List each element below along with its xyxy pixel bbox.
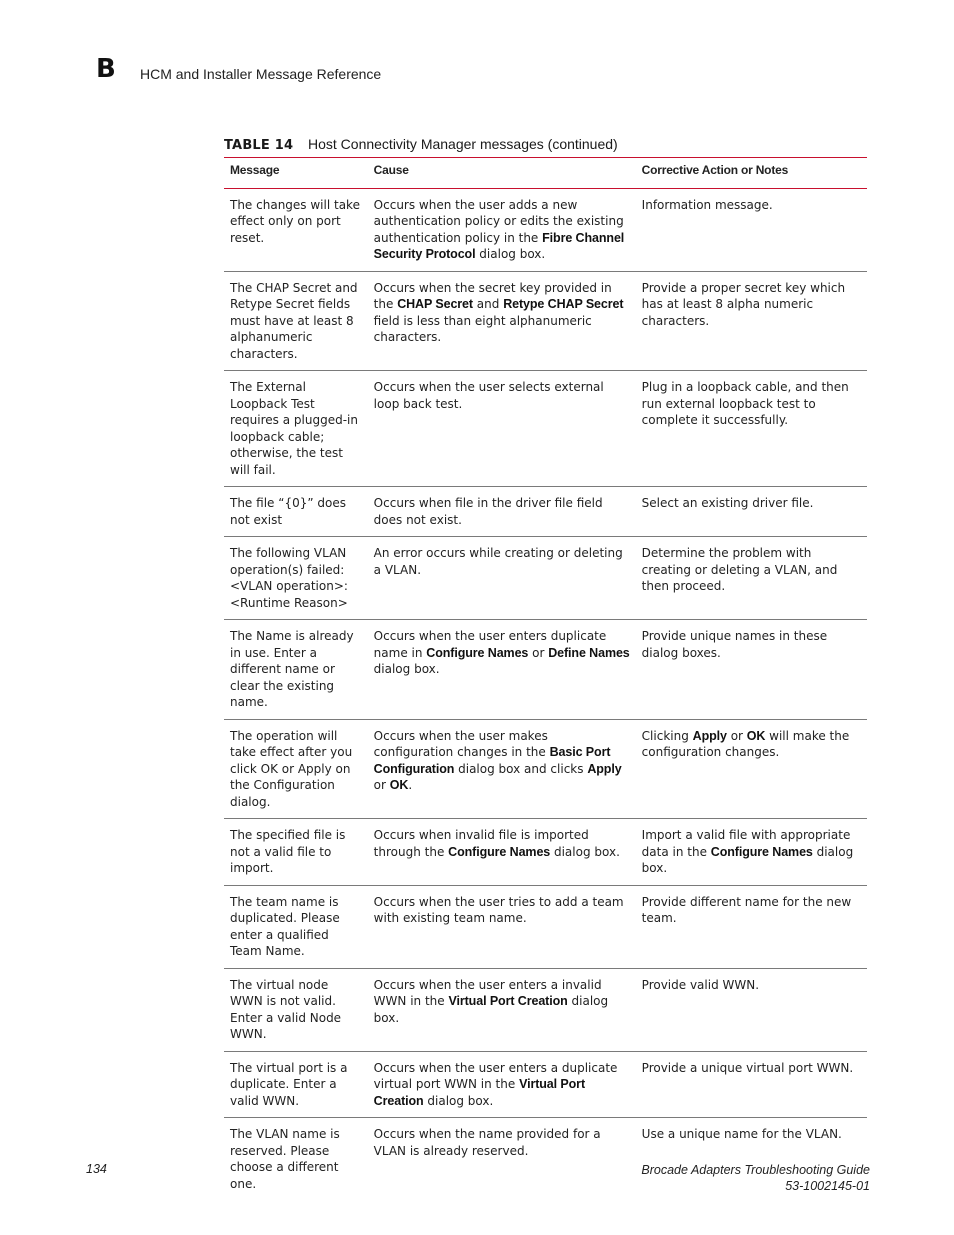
ui-term: Virtual Port Creation	[373, 1077, 586, 1108]
cell-text: Occurs when the user enters duplicate name in	[373, 629, 607, 660]
ui-term: Define Names	[548, 645, 630, 660]
table-row	[224, 271, 867, 371]
cell-text: Occurs when the secret key provided in the	[373, 280, 612, 311]
table-row	[224, 1051, 867, 1118]
cause-cell	[368, 487, 636, 537]
cell-text: Information message.	[641, 197, 773, 212]
message-cell	[224, 487, 368, 537]
column-header-action: Corrective Action or Notes	[636, 158, 867, 189]
cell-text: Import a valid file with appropriate data in the	[641, 828, 851, 859]
message-cell	[224, 1118, 368, 1201]
cell-text: The team name is duplicated. Please enter a qualified Team Name.	[230, 894, 340, 958]
cell-text: Determine the problem with creating or deleting a VLAN, and then proceed.	[641, 546, 838, 593]
cell-text: The VLAN name is reserved. Please choose a different one.	[230, 1127, 340, 1191]
cell-text: or	[373, 778, 390, 792]
table-row	[224, 819, 867, 886]
message-cell	[224, 1051, 368, 1118]
message-cell	[224, 188, 368, 271]
ui-term: Retype CHAP Secret	[503, 297, 624, 311]
cell-text: Clicking	[641, 728, 693, 743]
cell-text: dialog box.	[373, 994, 609, 1025]
table-title: Host Connectivity Manager messages (continued)	[308, 136, 618, 152]
page-number: 134	[86, 1162, 107, 1176]
cell-text: or	[726, 728, 747, 743]
doc-number: 53-1002145-01	[785, 1179, 870, 1193]
ui-term: OK	[746, 728, 766, 743]
cause-cell	[368, 188, 636, 271]
ui-term: CHAP Secret	[397, 297, 473, 311]
table-row	[224, 719, 867, 819]
footer-doc-info	[641, 1162, 870, 1194]
action-cell	[636, 719, 867, 819]
cell-text: The External Loopback Test requires a plugged-in loopback cable; otherwise, the test will fail.	[230, 380, 358, 477]
ui-term: Apply	[692, 728, 727, 743]
cell-text: Select an existing driver file.	[641, 496, 814, 510]
cell-text: field is less than eight alphanumeric characters.	[373, 313, 592, 344]
header-row	[224, 158, 867, 189]
cell-text: Occurs when file in the driver file field does not exist.	[373, 496, 603, 527]
cause-cell	[368, 537, 636, 620]
cell-text: Occurs when the user enters a duplicate virtual port WWN in the	[373, 1060, 618, 1091]
table-row	[224, 968, 867, 1051]
cell-text: Use a unique name for the VLAN.	[641, 1127, 842, 1141]
cell-text: The operation will take effect after you click OK or Apply on the Configuration dialog.	[230, 728, 353, 809]
message-cell	[224, 885, 368, 968]
message-cell	[224, 271, 368, 371]
table-row	[224, 487, 867, 537]
cell-text: The virtual node WWN is not valid. Enter a valid Node WWN.	[230, 977, 342, 1041]
cell-text: The changes will take effect only on port reset.	[230, 197, 360, 245]
cell-text: Occurs when the user enters a invalid WWN in the	[373, 977, 602, 1008]
cell-text: or	[528, 645, 549, 660]
cell-text: dialog box and clicks	[454, 761, 588, 776]
ui-term: Configure Names	[426, 645, 529, 660]
action-cell	[636, 968, 867, 1051]
cell-text: dialog box.	[550, 844, 620, 859]
cell-text: Provide valid WWN.	[641, 977, 760, 992]
cause-cell	[368, 371, 636, 487]
cell-text: and	[472, 297, 504, 311]
cell-text: The specified file is not a valid file to import.	[230, 828, 346, 875]
cell-text: will make the configuration changes.	[641, 728, 850, 759]
ui-term: Basic Port Configuration	[373, 745, 611, 776]
cell-text: An error occurs while creating or deleting a VLAN.	[373, 546, 623, 577]
table-row	[224, 371, 867, 487]
cause-cell	[368, 271, 636, 371]
ui-term: Fibre Channel Security Protocol	[373, 230, 625, 261]
table-row	[224, 620, 867, 720]
cause-cell	[368, 719, 636, 819]
table-header	[224, 158, 867, 189]
message-cell	[224, 968, 368, 1051]
table-row	[224, 537, 867, 620]
action-cell	[636, 371, 867, 487]
cell-text: Occurs when the user selects external loop back test.	[373, 380, 604, 411]
guide-title: Brocade Adapters Troubleshooting Guide	[641, 1163, 870, 1177]
messages-table	[224, 157, 867, 1200]
cell-text: The file “{0}” does not exist	[230, 496, 346, 527]
cause-cell	[368, 819, 636, 886]
running-header: HCM and Installer Message Reference	[140, 66, 382, 82]
cell-text: dialog box.	[423, 1093, 494, 1108]
ui-term: Configure Names	[448, 844, 551, 859]
cell-text: .	[408, 778, 413, 792]
cell-text: Occurs when the user adds a new authentication policy or edits the existing authentication policy in the	[373, 197, 624, 245]
action-cell	[636, 188, 867, 271]
cell-text: Provide unique names in these dialog boxes.	[641, 629, 828, 660]
message-cell	[224, 719, 368, 819]
cause-cell	[368, 620, 636, 720]
cell-text: Occurs when invalid file is imported through the	[373, 828, 589, 859]
cell-text: Occurs when the user makes configuration changes in the	[373, 728, 550, 759]
cell-text: Provide a unique virtual port WWN.	[641, 1060, 854, 1075]
cell-text: The Name is already in use. Enter a different name or clear the existing name.	[230, 629, 354, 709]
cell-text: dialog box.	[373, 662, 440, 676]
action-cell	[636, 819, 867, 886]
action-cell	[636, 537, 867, 620]
cell-text: dialog box.	[475, 247, 546, 261]
cell-text: The CHAP Secret and Retype Secret fields must have at least 8 alphanumeric characters.	[230, 280, 358, 361]
ui-term: Virtual Port Creation	[448, 994, 568, 1008]
table-body	[224, 188, 867, 1200]
cause-cell	[368, 1051, 636, 1118]
cell-text: Provide different name for the new team.	[641, 894, 852, 925]
cause-cell	[368, 968, 636, 1051]
message-cell	[224, 620, 368, 720]
ui-term: Apply	[587, 761, 622, 776]
table-caption	[224, 135, 866, 155]
table-row	[224, 885, 867, 968]
message-cell	[224, 819, 368, 886]
table-row	[224, 188, 867, 271]
action-cell	[636, 1051, 867, 1118]
cell-text: Provide a proper secret key which has at least 8 alpha numeric characters.	[641, 280, 846, 328]
message-cell	[224, 371, 368, 487]
action-cell	[636, 271, 867, 371]
action-cell	[636, 487, 867, 537]
ui-term: Configure Names	[710, 844, 813, 859]
message-cell	[224, 537, 368, 620]
cell-text: The virtual port is a duplicate. Enter a valid WWN.	[230, 1060, 348, 1108]
cell-text: dialog box.	[641, 844, 854, 875]
appendix-letter: B	[96, 54, 116, 84]
column-header-message: Message	[224, 158, 368, 189]
cause-cell	[368, 885, 636, 968]
action-cell	[636, 620, 867, 720]
cell-text: Occurs when the name provided for a VLAN is already reserved.	[373, 1127, 601, 1158]
cell-text: Plug in a loopback cable, and then run external loopback test to complete it successfully.	[641, 380, 849, 427]
cell-text: Occurs when the user tries to add a team with existing team name.	[373, 894, 624, 925]
table-label: TABLE 14	[224, 138, 294, 153]
cell-text: The following VLAN operation(s) failed: <VLAN operation>:<Runtime Reason>	[230, 546, 348, 610]
cause-cell	[368, 1118, 636, 1201]
column-header-cause: Cause	[368, 158, 636, 189]
action-cell	[636, 885, 867, 968]
ui-term: OK	[389, 778, 409, 792]
